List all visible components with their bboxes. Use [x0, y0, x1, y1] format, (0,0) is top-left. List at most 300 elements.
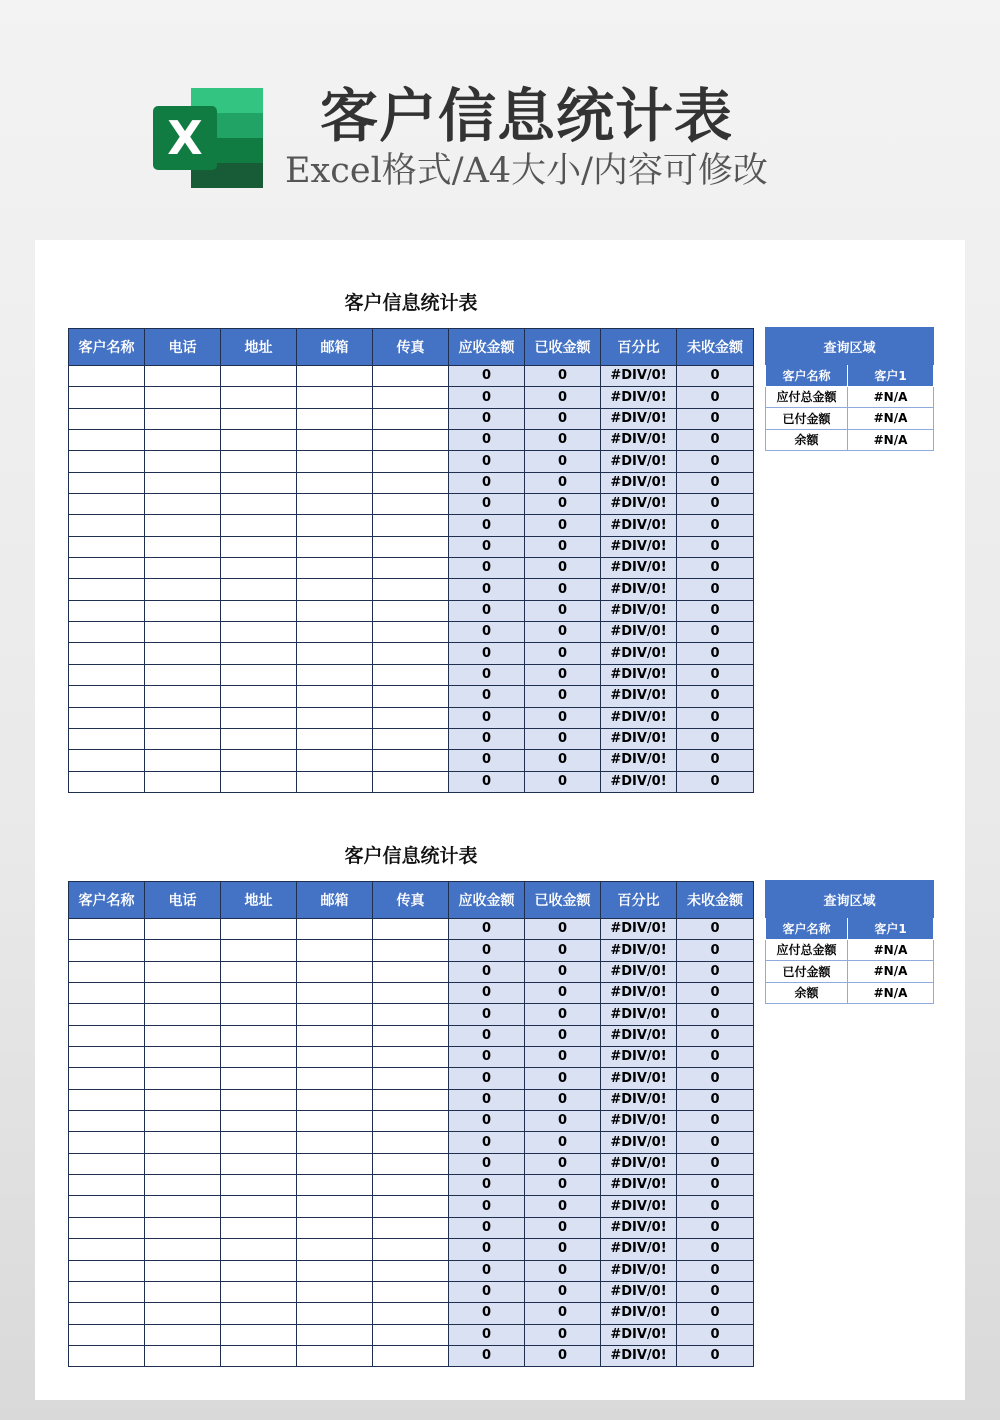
cell-col-percentage[interactable]: #DIV/0! [601, 408, 677, 429]
cell-col-outstanding[interactable]: 0 [677, 366, 754, 387]
cell-col-receivable[interactable]: 0 [449, 1132, 525, 1153]
cell-col-email[interactable] [297, 558, 373, 579]
cell-col-receivable[interactable]: 0 [449, 622, 525, 643]
cell-col-received[interactable]: 0 [525, 707, 601, 728]
cell-col-fax[interactable] [373, 686, 449, 707]
cell-col-receivable[interactable]: 0 [449, 771, 525, 792]
cell-col-fax[interactable] [373, 728, 449, 749]
cell-col-email[interactable] [297, 1217, 373, 1238]
cell-col-fax[interactable] [373, 1111, 449, 1132]
cell-col-fax[interactable] [373, 366, 449, 387]
cell-col-outstanding[interactable]: 0 [677, 430, 754, 451]
cell-col-fax[interactable] [373, 1281, 449, 1302]
cell-col-fax[interactable] [373, 1324, 449, 1345]
cell-col-percentage[interactable]: #DIV/0! [601, 600, 677, 621]
cell-col-address[interactable] [221, 1196, 297, 1217]
cell-col-customer-name[interactable] [69, 664, 145, 685]
cell-col-percentage[interactable]: #DIV/0! [601, 961, 677, 982]
cell-col-phone[interactable] [145, 1047, 221, 1068]
cell-col-customer-name[interactable] [69, 1132, 145, 1153]
cell-col-fax[interactable] [373, 750, 449, 771]
cell-col-receivable[interactable]: 0 [449, 1260, 525, 1281]
cell-col-customer-name[interactable] [69, 1089, 145, 1110]
cell-col-percentage[interactable]: #DIV/0! [601, 366, 677, 387]
cell-col-received[interactable]: 0 [525, 1111, 601, 1132]
cell-col-address[interactable] [221, 940, 297, 961]
cell-col-received[interactable]: 0 [525, 366, 601, 387]
cell-col-customer-name[interactable] [69, 1196, 145, 1217]
cell-col-email[interactable] [297, 643, 373, 664]
cell-col-email[interactable] [297, 387, 373, 408]
cell-col-received[interactable]: 0 [525, 1281, 601, 1302]
cell-col-percentage[interactable]: #DIV/0! [601, 664, 677, 685]
cell-col-receivable[interactable]: 0 [449, 1111, 525, 1132]
cell-col-percentage[interactable]: #DIV/0! [601, 430, 677, 451]
cell-col-customer-name[interactable] [69, 387, 145, 408]
cell-col-received[interactable]: 0 [525, 1324, 601, 1345]
cell-col-email[interactable] [297, 408, 373, 429]
cell-col-phone[interactable] [145, 940, 221, 961]
cell-col-phone[interactable] [145, 707, 221, 728]
cell-col-email[interactable] [297, 430, 373, 451]
cell-col-customer-name[interactable] [69, 408, 145, 429]
cell-col-outstanding[interactable]: 0 [677, 472, 754, 493]
cell-col-email[interactable] [297, 983, 373, 1004]
cell-col-receivable[interactable]: 0 [449, 1324, 525, 1345]
cell-col-email[interactable] [297, 600, 373, 621]
cell-col-customer-name[interactable] [69, 1111, 145, 1132]
cell-col-customer-name[interactable] [69, 1047, 145, 1068]
cell-col-received[interactable]: 0 [525, 1025, 601, 1046]
cell-col-outstanding[interactable]: 0 [677, 707, 754, 728]
cell-col-percentage[interactable]: #DIV/0! [601, 1239, 677, 1260]
cell-col-received[interactable]: 0 [525, 1217, 601, 1238]
cell-col-received[interactable]: 0 [525, 451, 601, 472]
cell-col-phone[interactable] [145, 1004, 221, 1025]
cell-col-email[interactable] [297, 664, 373, 685]
cell-col-received[interactable]: 0 [525, 686, 601, 707]
cell-col-receivable[interactable]: 0 [449, 1217, 525, 1238]
cell-col-received[interactable]: 0 [525, 1260, 601, 1281]
cell-col-phone[interactable] [145, 1260, 221, 1281]
cell-col-phone[interactable] [145, 961, 221, 982]
cell-col-receivable[interactable]: 0 [449, 664, 525, 685]
cell-col-customer-name[interactable] [69, 600, 145, 621]
cell-col-percentage[interactable]: #DIV/0! [601, 387, 677, 408]
cell-col-percentage[interactable]: #DIV/0! [601, 771, 677, 792]
cell-col-received[interactable]: 0 [525, 600, 601, 621]
cell-col-percentage[interactable]: #DIV/0! [601, 622, 677, 643]
cell-col-receivable[interactable]: 0 [449, 1175, 525, 1196]
cell-col-address[interactable] [221, 558, 297, 579]
cell-col-address[interactable] [221, 366, 297, 387]
cell-col-received[interactable]: 0 [525, 536, 601, 557]
cell-col-percentage[interactable]: #DIV/0! [601, 750, 677, 771]
cell-col-received[interactable]: 0 [525, 728, 601, 749]
query-value[interactable]: 客户1 [848, 365, 934, 387]
cell-col-outstanding[interactable]: 0 [677, 387, 754, 408]
cell-col-received[interactable]: 0 [525, 771, 601, 792]
cell-col-received[interactable]: 0 [525, 408, 601, 429]
cell-col-fax[interactable] [373, 940, 449, 961]
cell-col-email[interactable] [297, 622, 373, 643]
cell-col-customer-name[interactable] [69, 1153, 145, 1174]
cell-col-receivable[interactable]: 0 [449, 919, 525, 940]
cell-col-phone[interactable] [145, 408, 221, 429]
cell-col-percentage[interactable]: #DIV/0! [601, 1281, 677, 1302]
cell-col-customer-name[interactable] [69, 919, 145, 940]
cell-col-address[interactable] [221, 728, 297, 749]
cell-col-address[interactable] [221, 1004, 297, 1025]
cell-col-receivable[interactable]: 0 [449, 961, 525, 982]
cell-col-received[interactable]: 0 [525, 664, 601, 685]
cell-col-address[interactable] [221, 983, 297, 1004]
cell-col-percentage[interactable]: #DIV/0! [601, 1004, 677, 1025]
cell-col-outstanding[interactable]: 0 [677, 1239, 754, 1260]
cell-col-percentage[interactable]: #DIV/0! [601, 728, 677, 749]
cell-col-email[interactable] [297, 1175, 373, 1196]
cell-col-email[interactable] [297, 1281, 373, 1302]
cell-col-percentage[interactable]: #DIV/0! [601, 536, 677, 557]
cell-col-received[interactable]: 0 [525, 983, 601, 1004]
cell-col-outstanding[interactable]: 0 [677, 1217, 754, 1238]
cell-col-email[interactable] [297, 728, 373, 749]
cell-col-outstanding[interactable]: 0 [677, 600, 754, 621]
cell-col-phone[interactable] [145, 1196, 221, 1217]
cell-col-customer-name[interactable] [69, 771, 145, 792]
cell-col-address[interactable] [221, 622, 297, 643]
cell-col-phone[interactable] [145, 515, 221, 536]
cell-col-email[interactable] [297, 771, 373, 792]
cell-col-outstanding[interactable]: 0 [677, 494, 754, 515]
cell-col-address[interactable] [221, 771, 297, 792]
cell-col-received[interactable]: 0 [525, 1089, 601, 1110]
cell-col-receivable[interactable]: 0 [449, 1239, 525, 1260]
cell-col-outstanding[interactable]: 0 [677, 1068, 754, 1089]
cell-col-email[interactable] [297, 1324, 373, 1345]
cell-col-fax[interactable] [373, 983, 449, 1004]
cell-col-address[interactable] [221, 1068, 297, 1089]
cell-col-fax[interactable] [373, 1004, 449, 1025]
cell-col-email[interactable] [297, 940, 373, 961]
cell-col-email[interactable] [297, 1239, 373, 1260]
cell-col-receivable[interactable]: 0 [449, 494, 525, 515]
cell-col-outstanding[interactable]: 0 [677, 1025, 754, 1046]
cell-col-fax[interactable] [373, 1345, 449, 1366]
cell-col-email[interactable] [297, 1004, 373, 1025]
cell-col-fax[interactable] [373, 919, 449, 940]
cell-col-outstanding[interactable]: 0 [677, 664, 754, 685]
cell-col-percentage[interactable]: #DIV/0! [601, 686, 677, 707]
cell-col-fax[interactable] [373, 472, 449, 493]
cell-col-percentage[interactable]: #DIV/0! [601, 940, 677, 961]
cell-col-percentage[interactable]: #DIV/0! [601, 1217, 677, 1238]
cell-col-phone[interactable] [145, 472, 221, 493]
cell-col-email[interactable] [297, 919, 373, 940]
cell-col-receivable[interactable]: 0 [449, 728, 525, 749]
cell-col-received[interactable]: 0 [525, 1196, 601, 1217]
cell-col-fax[interactable] [373, 387, 449, 408]
cell-col-email[interactable] [297, 1047, 373, 1068]
cell-col-email[interactable] [297, 494, 373, 515]
cell-col-address[interactable] [221, 750, 297, 771]
cell-col-fax[interactable] [373, 961, 449, 982]
cell-col-address[interactable] [221, 1260, 297, 1281]
cell-col-customer-name[interactable] [69, 1217, 145, 1238]
cell-col-percentage[interactable]: #DIV/0! [601, 1132, 677, 1153]
cell-col-customer-name[interactable] [69, 472, 145, 493]
cell-col-customer-name[interactable] [69, 536, 145, 557]
cell-col-customer-name[interactable] [69, 1004, 145, 1025]
cell-col-percentage[interactable]: #DIV/0! [601, 472, 677, 493]
cell-col-receivable[interactable]: 0 [449, 430, 525, 451]
cell-col-phone[interactable] [145, 728, 221, 749]
cell-col-receivable[interactable]: 0 [449, 1303, 525, 1324]
cell-col-customer-name[interactable] [69, 366, 145, 387]
cell-col-address[interactable] [221, 536, 297, 557]
cell-col-phone[interactable] [145, 771, 221, 792]
cell-col-phone[interactable] [145, 579, 221, 600]
cell-col-address[interactable] [221, 686, 297, 707]
cell-col-phone[interactable] [145, 600, 221, 621]
cell-col-outstanding[interactable]: 0 [677, 1004, 754, 1025]
cell-col-received[interactable]: 0 [525, 1047, 601, 1068]
cell-col-percentage[interactable]: #DIV/0! [601, 983, 677, 1004]
cell-col-customer-name[interactable] [69, 579, 145, 600]
cell-col-email[interactable] [297, 1345, 373, 1366]
cell-col-phone[interactable] [145, 1175, 221, 1196]
cell-col-email[interactable] [297, 1260, 373, 1281]
cell-col-phone[interactable] [145, 1324, 221, 1345]
cell-col-percentage[interactable]: #DIV/0! [601, 1345, 677, 1366]
cell-col-phone[interactable] [145, 536, 221, 557]
cell-col-customer-name[interactable] [69, 622, 145, 643]
cell-col-address[interactable] [221, 961, 297, 982]
cell-col-address[interactable] [221, 1324, 297, 1345]
cell-col-received[interactable]: 0 [525, 515, 601, 536]
cell-col-percentage[interactable]: #DIV/0! [601, 1068, 677, 1089]
cell-col-email[interactable] [297, 515, 373, 536]
cell-col-customer-name[interactable] [69, 940, 145, 961]
cell-col-address[interactable] [221, 430, 297, 451]
cell-col-phone[interactable] [145, 494, 221, 515]
cell-col-fax[interactable] [373, 494, 449, 515]
cell-col-percentage[interactable]: #DIV/0! [601, 1260, 677, 1281]
cell-col-phone[interactable] [145, 1153, 221, 1174]
cell-col-received[interactable]: 0 [525, 961, 601, 982]
cell-col-receivable[interactable]: 0 [449, 1153, 525, 1174]
cell-col-outstanding[interactable]: 0 [677, 728, 754, 749]
cell-col-receivable[interactable]: 0 [449, 472, 525, 493]
cell-col-percentage[interactable]: #DIV/0! [601, 494, 677, 515]
cell-col-customer-name[interactable] [69, 707, 145, 728]
cell-col-phone[interactable] [145, 622, 221, 643]
cell-col-customer-name[interactable] [69, 1260, 145, 1281]
cell-col-outstanding[interactable]: 0 [677, 1111, 754, 1132]
cell-col-outstanding[interactable]: 0 [677, 1175, 754, 1196]
cell-col-receivable[interactable]: 0 [449, 1004, 525, 1025]
cell-col-received[interactable]: 0 [525, 1345, 601, 1366]
cell-col-address[interactable] [221, 664, 297, 685]
cell-col-fax[interactable] [373, 1196, 449, 1217]
cell-col-received[interactable]: 0 [525, 494, 601, 515]
cell-col-fax[interactable] [373, 1068, 449, 1089]
cell-col-receivable[interactable]: 0 [449, 750, 525, 771]
cell-col-phone[interactable] [145, 1239, 221, 1260]
cell-col-customer-name[interactable] [69, 494, 145, 515]
cell-col-address[interactable] [221, 408, 297, 429]
cell-col-fax[interactable] [373, 579, 449, 600]
cell-col-phone[interactable] [145, 1217, 221, 1238]
cell-col-customer-name[interactable] [69, 451, 145, 472]
cell-col-percentage[interactable]: #DIV/0! [601, 643, 677, 664]
cell-col-percentage[interactable]: #DIV/0! [601, 579, 677, 600]
cell-col-phone[interactable] [145, 366, 221, 387]
cell-col-percentage[interactable]: #DIV/0! [601, 707, 677, 728]
cell-col-address[interactable] [221, 600, 297, 621]
cell-col-received[interactable]: 0 [525, 472, 601, 493]
cell-col-receivable[interactable]: 0 [449, 579, 525, 600]
cell-col-fax[interactable] [373, 1260, 449, 1281]
cell-col-fax[interactable] [373, 707, 449, 728]
cell-col-email[interactable] [297, 1068, 373, 1089]
cell-col-received[interactable]: 0 [525, 558, 601, 579]
cell-col-percentage[interactable]: #DIV/0! [601, 558, 677, 579]
cell-col-address[interactable] [221, 515, 297, 536]
cell-col-phone[interactable] [145, 686, 221, 707]
cell-col-percentage[interactable]: #DIV/0! [601, 1089, 677, 1110]
cell-col-receivable[interactable]: 0 [449, 707, 525, 728]
cell-col-received[interactable]: 0 [525, 643, 601, 664]
cell-col-customer-name[interactable] [69, 1068, 145, 1089]
cell-col-fax[interactable] [373, 1153, 449, 1174]
cell-col-address[interactable] [221, 1175, 297, 1196]
cell-col-fax[interactable] [373, 1303, 449, 1324]
cell-col-received[interactable]: 0 [525, 1175, 601, 1196]
cell-col-fax[interactable] [373, 558, 449, 579]
cell-col-outstanding[interactable]: 0 [677, 1281, 754, 1302]
cell-col-outstanding[interactable]: 0 [677, 1089, 754, 1110]
cell-col-fax[interactable] [373, 515, 449, 536]
cell-col-address[interactable] [221, 643, 297, 664]
cell-col-outstanding[interactable]: 0 [677, 1196, 754, 1217]
cell-col-outstanding[interactable]: 0 [677, 961, 754, 982]
cell-col-percentage[interactable]: #DIV/0! [601, 515, 677, 536]
cell-col-customer-name[interactable] [69, 643, 145, 664]
cell-col-fax[interactable] [373, 1175, 449, 1196]
cell-col-fax[interactable] [373, 771, 449, 792]
cell-col-received[interactable]: 0 [525, 919, 601, 940]
cell-col-outstanding[interactable]: 0 [677, 1153, 754, 1174]
cell-col-email[interactable] [297, 961, 373, 982]
cell-col-address[interactable] [221, 919, 297, 940]
cell-col-email[interactable] [297, 1111, 373, 1132]
cell-col-fax[interactable] [373, 600, 449, 621]
cell-col-percentage[interactable]: #DIV/0! [601, 1025, 677, 1046]
cell-col-percentage[interactable]: #DIV/0! [601, 451, 677, 472]
cell-col-phone[interactable] [145, 1281, 221, 1302]
cell-col-email[interactable] [297, 451, 373, 472]
cell-col-customer-name[interactable] [69, 961, 145, 982]
cell-col-customer-name[interactable] [69, 430, 145, 451]
cell-col-customer-name[interactable] [69, 728, 145, 749]
cell-col-customer-name[interactable] [69, 983, 145, 1004]
cell-col-phone[interactable] [145, 750, 221, 771]
cell-col-fax[interactable] [373, 1217, 449, 1238]
cell-col-receivable[interactable]: 0 [449, 1025, 525, 1046]
cell-col-address[interactable] [221, 1089, 297, 1110]
cell-col-phone[interactable] [145, 1111, 221, 1132]
cell-col-receivable[interactable]: 0 [449, 600, 525, 621]
cell-col-email[interactable] [297, 1196, 373, 1217]
cell-col-receivable[interactable]: 0 [449, 536, 525, 557]
cell-col-customer-name[interactable] [69, 686, 145, 707]
cell-col-address[interactable] [221, 579, 297, 600]
cell-col-receivable[interactable]: 0 [449, 558, 525, 579]
cell-col-phone[interactable] [145, 1025, 221, 1046]
cell-col-customer-name[interactable] [69, 1345, 145, 1366]
cell-col-received[interactable]: 0 [525, 579, 601, 600]
cell-col-customer-name[interactable] [69, 1239, 145, 1260]
cell-col-outstanding[interactable]: 0 [677, 983, 754, 1004]
cell-col-phone[interactable] [145, 664, 221, 685]
cell-col-receivable[interactable]: 0 [449, 1281, 525, 1302]
cell-col-received[interactable]: 0 [525, 1303, 601, 1324]
cell-col-customer-name[interactable] [69, 1324, 145, 1345]
cell-col-address[interactable] [221, 472, 297, 493]
cell-col-phone[interactable] [145, 1345, 221, 1366]
cell-col-outstanding[interactable]: 0 [677, 643, 754, 664]
cell-col-address[interactable] [221, 707, 297, 728]
cell-col-receivable[interactable]: 0 [449, 366, 525, 387]
cell-col-address[interactable] [221, 451, 297, 472]
cell-col-fax[interactable] [373, 451, 449, 472]
cell-col-percentage[interactable]: #DIV/0! [601, 1324, 677, 1345]
cell-col-address[interactable] [221, 1132, 297, 1153]
cell-col-customer-name[interactable] [69, 750, 145, 771]
cell-col-received[interactable]: 0 [525, 940, 601, 961]
cell-col-receivable[interactable]: 0 [449, 387, 525, 408]
cell-col-receivable[interactable]: 0 [449, 515, 525, 536]
cell-col-received[interactable]: 0 [525, 1068, 601, 1089]
query-value[interactable]: 客户1 [848, 918, 934, 940]
cell-col-email[interactable] [297, 536, 373, 557]
cell-col-address[interactable] [221, 494, 297, 515]
cell-col-received[interactable]: 0 [525, 1132, 601, 1153]
cell-col-receivable[interactable]: 0 [449, 983, 525, 1004]
cell-col-receivable[interactable]: 0 [449, 1345, 525, 1366]
cell-col-received[interactable]: 0 [525, 430, 601, 451]
cell-col-outstanding[interactable]: 0 [677, 771, 754, 792]
cell-col-email[interactable] [297, 579, 373, 600]
cell-col-phone[interactable] [145, 919, 221, 940]
cell-col-address[interactable] [221, 387, 297, 408]
cell-col-outstanding[interactable]: 0 [677, 1324, 754, 1345]
cell-col-phone[interactable] [145, 387, 221, 408]
cell-col-received[interactable]: 0 [525, 1239, 601, 1260]
cell-col-email[interactable] [297, 1025, 373, 1046]
cell-col-outstanding[interactable]: 0 [677, 1345, 754, 1366]
cell-col-fax[interactable] [373, 1239, 449, 1260]
cell-col-receivable[interactable]: 0 [449, 643, 525, 664]
cell-col-email[interactable] [297, 1303, 373, 1324]
cell-col-customer-name[interactable] [69, 1025, 145, 1046]
cell-col-fax[interactable] [373, 536, 449, 557]
cell-col-outstanding[interactable]: 0 [677, 622, 754, 643]
cell-col-received[interactable]: 0 [525, 387, 601, 408]
cell-col-outstanding[interactable]: 0 [677, 1303, 754, 1324]
cell-col-fax[interactable] [373, 1047, 449, 1068]
